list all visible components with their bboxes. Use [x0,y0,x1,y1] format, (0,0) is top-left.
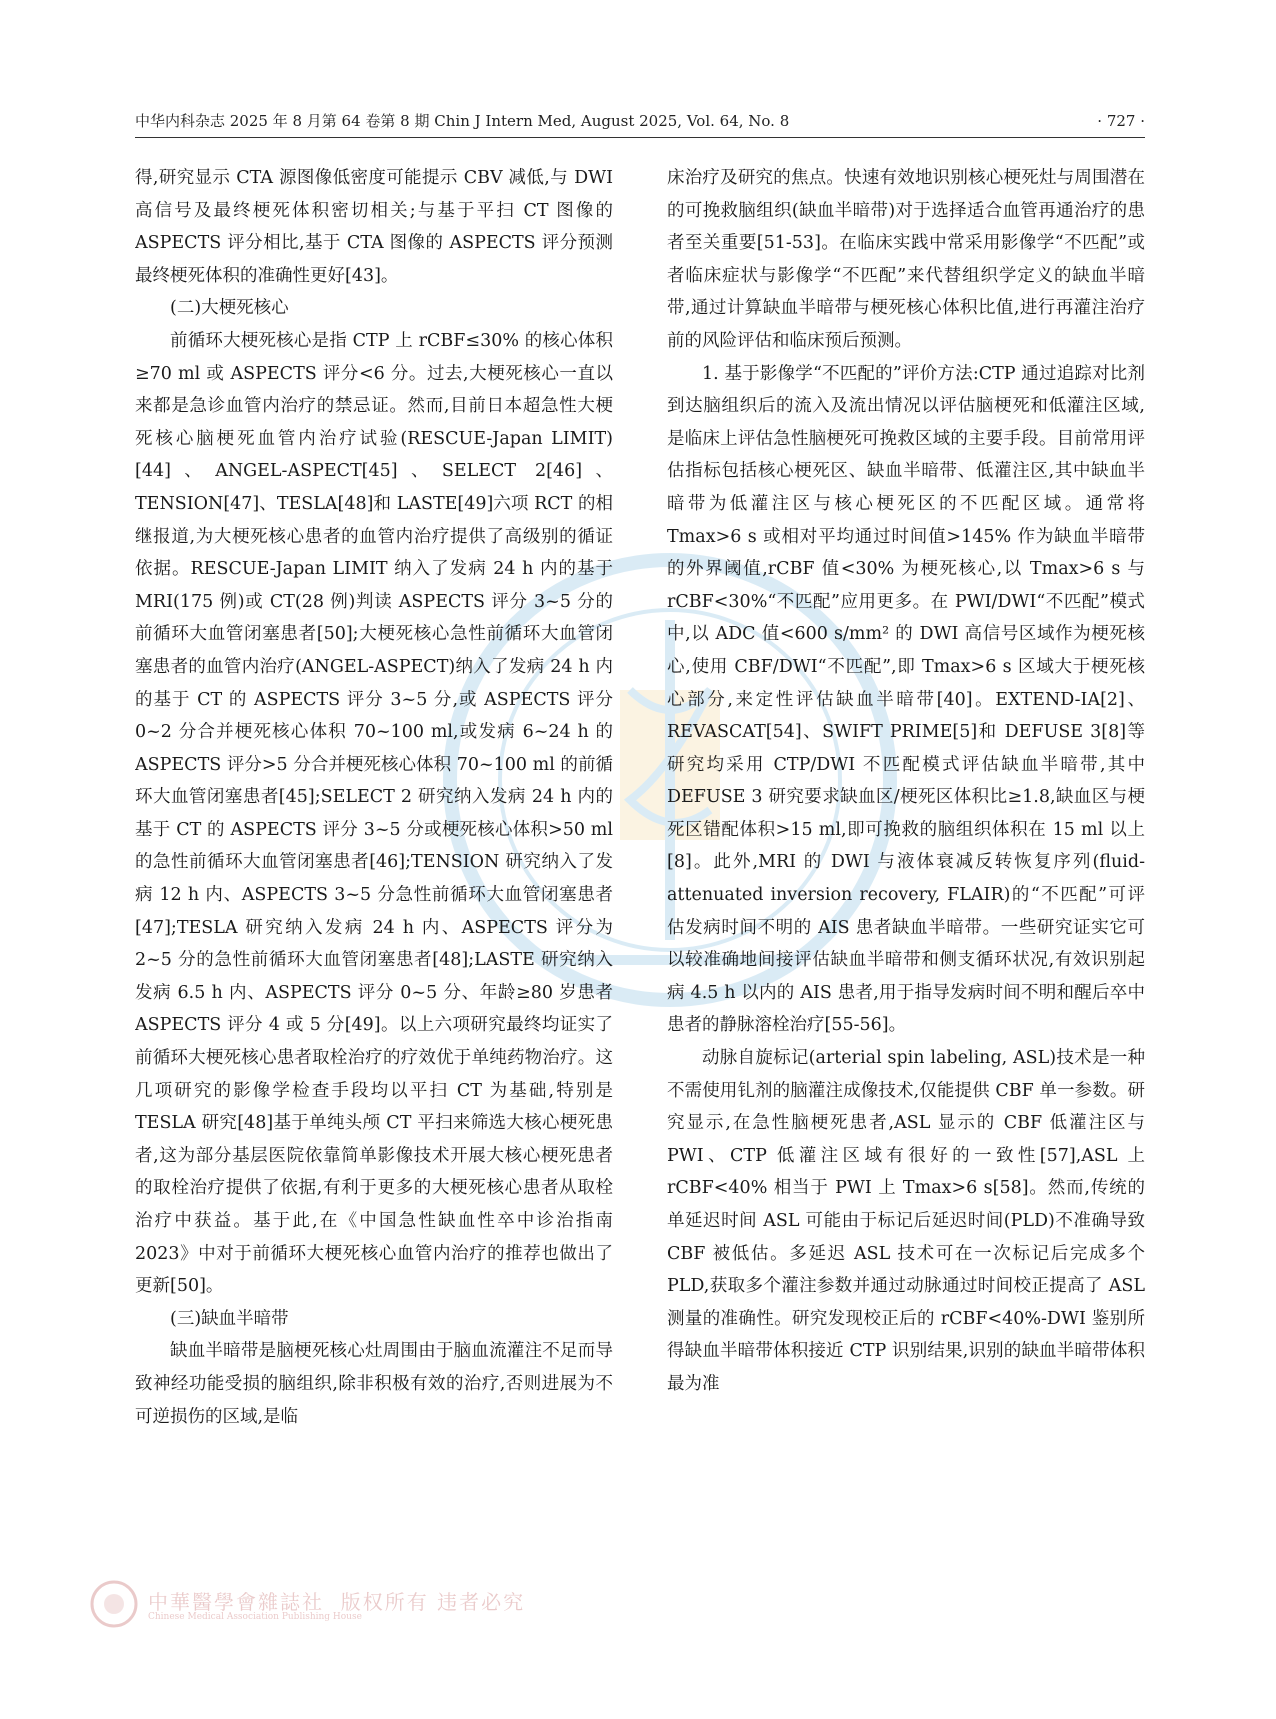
publisher-logo-icon [88,1578,140,1630]
paragraph: 缺血半暗带是脑梗死核心灶周围由于脑血流灌注不足而导致神经功能受损的脑组织,除非积极有效的治疗,否则进展为不可逆损伤的区域,是临 [135,1341,613,1427]
journal-citation: 中华内科杂志 2025 年 8 月第 64 卷第 8 期 Chin J Intern Med, August 2025, Vol. 64, No. 8 [135,112,790,130]
right-text-column [667,162,1145,1632]
header-rule [135,137,1145,138]
paragraph: 动脉自旋标记(arterial spin labeling, ASL)技术是一种不需使用钆剂的脑灌注成像技术,仅能提供 CBF 单一参数。研究显示,在急性脑梗死患者,ASL 显示的 CBF 低灌注区与 PWI、CTP 低灌注区域有很好的一致性[57],ASL 上 rCBF<40% 相当于 PWI 上 Tmax>6 s[58]。然而,传统的单延迟时间 ASL 可能由于标记后延迟时间(PLD)不准确导致 CBF 被低估。多延迟 ASL 技术可在一次标记后完成多个 PLD,获取多个灌注参数并通过动脉通过时间校正提高了 ASL 测量的准确性。研究发现校正后的 rCBF<40%-DWI 鉴别所得缺血半暗带体积接近 CTP 识别结果,识别的缺血半暗带体积最为准 [667,1048,1145,1394]
publisher-name: 中華醫學會雜誌社 版权所有 违者必究 [148,1590,526,1614]
left-text-column [135,162,613,1632]
publisher-name-en: Chinese Medical Association Publishing House [148,1612,362,1622]
section-heading-large-core: (二)大梗死核心 [170,298,289,319]
paragraph: 床治疗及研究的焦点。快速有效地识别核心梗死灶与周围潜在的可挽救脑组织(缺血半暗带)对于选择适合血管再通治疗的患者至关重要[51-53]。在临床实践中常采用影像学“不匹配”或者临床症状与影像学“不匹配”来代替组织学定义的缺血半暗带,通过计算缺血半暗带与梗死核心体积比值,进行再灌注治疗前的风险评估和临床预后预测。 [667,168,1145,351]
publisher-footer [88,1578,558,1634]
running-header [135,108,1145,134]
paragraph: 得,研究显示 CTA 源图像低密度可能提示 CBV 减低,与 DWI 高信号及最终梗死体积密切相关;与基于平扫 CT 图像的 ASPECTS 评分相比,基于 CTA 图像的 ASPECTS 评分预测最终梗死体积的准确性更好[43]。 [135,168,613,286]
copyright-stamp: 版权所有 违者必究 [340,1590,526,1614]
section-heading-penumbra: (三)缺血半暗带 [170,1308,289,1329]
page-number: · 727 · [1097,112,1145,130]
paragraph: 前循环大梗死核心是指 CTP 上 rCBF≤30% 的核心体积≥70 ml 或 ASPECTS 评分<6 分。过去,大梗死核心一直以来都是急诊血管内治疗的禁忌证。然而,目前日本超急性大梗死核心脑梗死血管内治疗试验(RESCUE-Japan LIMIT)[44]、ANGEL-ASPECT[45]、SELECT 2[46]、TENSION[47]、TESLA[48]和 LASTE[49]六项 RCT 的相继报道,为大梗死核心患者的血管内治疗提供了高级别的循证依据。RESCUE-Japan LIMIT 纳入了发病 24 h 内的基于 MRI(175 例)或 CT(28 例)判读 ASPECTS 评分 3~5 分的前循环大血管闭塞患者[50];大梗死核心急性前循环大血管闭塞患者的血管内治疗(ANGEL-ASPECT)纳入了发病 24 h 内的基于 CT 的 ASPECTS 评分 3~5 分,或 ASPECTS 评分 0~2 分合并梗死核心体积 70~100 ml,或发病 6~24 h 的 ASPECTS 评分>5 分合并梗死核心体积 70~100 ml 的前循环大血管闭塞患者[45];SELECT 2 研究纳入发病 24 h 内的基于 CT 的 ASPECTS 评分 3~5 分或梗死核心体积>50 ml 的急性前循环大血管闭塞患者[46];TENSION 研究纳入了发病 12 h 内、ASPECTS 3~5 分急性前循环大血管闭塞患者[47];TESLA 研究纳入发病 24 h 内、ASPECTS 评分为 2~5 分的急性前循环大血管闭塞患者[48];LASTE 研究纳入发病 6.5 h 内、ASPECTS 评分 0~5 分、年龄≥80 岁患者 ASPECTS 评分 4 或 5 分[49]。以上六项研究最终均证实了前循环大梗死核心患者取栓治疗的疗效优于单纯药物治疗。这几项研究的影像学检查手段均以平扫 CT 为基础,特别是 TESLA 研究[48]基于单纯头颅 CT 平扫来筛选大核心梗死患者,这为部分基层医院依靠简单影像技术开展大核心梗死患者的取栓治疗提供了依据,有利于更多的大梗死核心患者从取栓治疗中获益。基于此,在《中国急性缺血性卒中诊治指南 2023》中对于前循环大梗死核心血管内治疗的推荐也做出了更新[50]。 [135,330,613,1297]
paragraph: 1. 基于影像学“不匹配的”评价方法:CTP 通过追踪对比剂到达脑组织后的流入及流出情况以评估脑梗死和低灌注区域,是临床上评估急性脑梗死可挽救区域的主要手段。目前常用评估指标包括核心梗死区、缺血半暗带、低灌注区,其中缺血半暗带为低灌注区与核心梗死区的不匹配区域。通常将 Tmax>6 s 或相对平均通过时间值>145% 作为缺血半暗带的外界阈值,rCBF 值<30% 为梗死核心,以 Tmax>6 s 与 rCBF<30%“不匹配”应用更多。在 PWI/DWI“不匹配”模式中,以 ADC 值<600 s/mm² 的 DWI 高信号区域作为梗死核心,使用 CBF/DWI“不匹配”,即 Tmax>6 s 区域大于梗死核心部分,来定性评估缺血半暗带[40]。EXTEND-IA[2]、REVASCAT[54]、SWIFT PRIME[5]和 DEFUSE 3[8]等研究均采用 CTP/DWI 不匹配模式评估缺血半暗带,其中 DEFUSE 3 研究要求缺血区/梗死区体积比≥1.8,缺血区与梗死区错配体积>15 ml,即可挽救的脑组织体积在 15 ml 以上[8]。此外,MRI 的 DWI 与液体衰减反转恢复序列(fluid-attenuated inversion recovery, FLAIR)的“不匹配”可评估发病时间不明的 AIS 患者缺血半暗带。一些研究证实它可以较准确地间接评估缺血半暗带和侧支循环状况,有效识别起病 4.5 h 以内的 AIS 患者,用于指导发病时间不明和醒后卒中患者的静脉溶栓治疗[55-56]。 [667,363,1145,1036]
